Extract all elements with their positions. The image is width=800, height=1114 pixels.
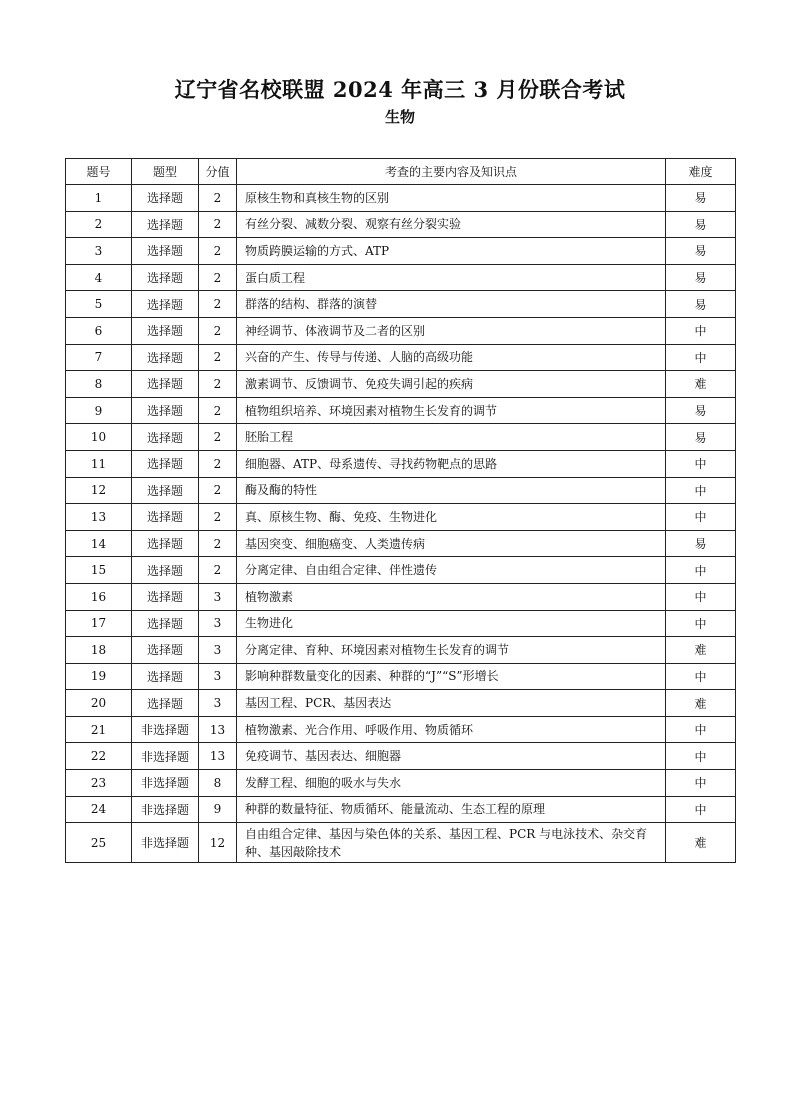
- cell-question-number: 4: [66, 264, 132, 291]
- cell-question-number: 22: [66, 743, 132, 770]
- table-row: [66, 371, 736, 398]
- cell-score: 2: [199, 424, 237, 451]
- cell-difficulty: 中: [666, 610, 736, 637]
- cell-content: 分离定律、自由组合定律、伴性遗传: [237, 557, 666, 584]
- table-row: [66, 397, 736, 424]
- document-title: 辽宁省名校联盟 2024 年高三 3 月份联合考试: [174, 77, 626, 102]
- cell-difficulty: 中: [666, 663, 736, 690]
- cell-question-type: 非选择题: [132, 770, 199, 797]
- cell-score: 2: [199, 450, 237, 477]
- table-row: [66, 211, 736, 238]
- header-question-type: 题型: [132, 159, 199, 185]
- cell-content: 群落的结构、群落的演替: [237, 291, 666, 318]
- cell-question-type: 选择题: [132, 690, 199, 717]
- cell-question-type: 选择题: [132, 663, 199, 690]
- header-content: 考查的主要内容及知识点: [237, 159, 666, 185]
- cell-question-type: 选择题: [132, 583, 199, 610]
- cell-question-number: 17: [66, 610, 132, 637]
- cell-content: 自由组合定律、基因与染色体的关系、基因工程、PCR 与电泳技术、杂交育种、基因敲除技术: [237, 823, 666, 863]
- table-row: [66, 663, 736, 690]
- cell-score: 3: [199, 610, 237, 637]
- cell-score: 2: [199, 317, 237, 344]
- cell-content: 兴奋的产生、传导与传递、人脑的高级功能: [237, 344, 666, 371]
- cell-question-number: 5: [66, 291, 132, 318]
- cell-content: 真、原核生物、酶、免疫、生物进化: [237, 504, 666, 531]
- cell-difficulty: 难: [666, 690, 736, 717]
- table-row: [66, 291, 736, 318]
- cell-score: 2: [199, 530, 237, 557]
- table-row: [66, 743, 736, 770]
- cell-question-number: 16: [66, 583, 132, 610]
- cell-content: 蛋白质工程: [237, 264, 666, 291]
- cell-difficulty: 中: [666, 796, 736, 823]
- table-row: [66, 504, 736, 531]
- table-row: [66, 583, 736, 610]
- cell-question-type: 选择题: [132, 424, 199, 451]
- cell-question-number: 11: [66, 450, 132, 477]
- cell-question-number: 24: [66, 796, 132, 823]
- cell-difficulty: 中: [666, 344, 736, 371]
- subject-heading: 生物: [384, 108, 415, 126]
- cell-difficulty: 易: [666, 185, 736, 212]
- header-score: 分值: [199, 159, 237, 185]
- cell-question-number: 8: [66, 371, 132, 398]
- header-difficulty: 难度: [666, 159, 736, 185]
- cell-question-type: 选择题: [132, 344, 199, 371]
- cell-question-number: 14: [66, 530, 132, 557]
- cell-question-type: 选择题: [132, 238, 199, 265]
- table-row: [66, 823, 736, 863]
- cell-question-type: 非选择题: [132, 796, 199, 823]
- cell-difficulty: 中: [666, 317, 736, 344]
- cell-content: 物质跨膜运输的方式、ATP: [237, 238, 666, 265]
- cell-difficulty: 易: [666, 291, 736, 318]
- cell-question-type: 非选择题: [132, 716, 199, 743]
- table-row: [66, 238, 736, 265]
- table-row: [66, 716, 736, 743]
- cell-question-type: 选择题: [132, 477, 199, 504]
- table-row: [66, 557, 736, 584]
- cell-difficulty: 难: [666, 637, 736, 664]
- cell-question-type: 选择题: [132, 371, 199, 398]
- cell-score: 13: [199, 716, 237, 743]
- cell-content: 基因工程、PCR、基因表达: [237, 690, 666, 717]
- cell-question-number: 10: [66, 424, 132, 451]
- table-row: [66, 424, 736, 451]
- table-row: [66, 185, 736, 212]
- cell-content: 植物组织培养、环境因素对植物生长发育的调节: [237, 397, 666, 424]
- cell-difficulty: 中: [666, 716, 736, 743]
- cell-difficulty: 难: [666, 823, 736, 863]
- cell-question-number: 9: [66, 397, 132, 424]
- cell-difficulty: 易: [666, 397, 736, 424]
- cell-question-number: 20: [66, 690, 132, 717]
- cell-question-number: 7: [66, 344, 132, 371]
- cell-score: 2: [199, 504, 237, 531]
- cell-score: 3: [199, 583, 237, 610]
- table-row: [66, 477, 736, 504]
- table-row: [66, 770, 736, 797]
- cell-score: 3: [199, 637, 237, 664]
- table-row: [66, 796, 736, 823]
- cell-score: 2: [199, 557, 237, 584]
- cell-question-type: 选择题: [132, 185, 199, 212]
- table-header-row: [66, 159, 736, 185]
- cell-score: 9: [199, 796, 237, 823]
- cell-content: 生物进化: [237, 610, 666, 637]
- cell-question-type: 选择题: [132, 557, 199, 584]
- cell-question-number: 23: [66, 770, 132, 797]
- cell-score: 2: [199, 344, 237, 371]
- cell-content: 酶及酶的特性: [237, 477, 666, 504]
- cell-content: 免疫调节、基因表达、细胞器: [237, 743, 666, 770]
- cell-question-number: 13: [66, 504, 132, 531]
- cell-question-number: 12: [66, 477, 132, 504]
- cell-difficulty: 易: [666, 264, 736, 291]
- table-row: [66, 690, 736, 717]
- cell-question-number: 6: [66, 317, 132, 344]
- cell-question-type: 选择题: [132, 504, 199, 531]
- cell-score: 2: [199, 291, 237, 318]
- cell-content: 分离定律、育种、环境因素对植物生长发育的调节: [237, 637, 666, 664]
- table-row: [66, 344, 736, 371]
- table-row: [66, 450, 736, 477]
- cell-difficulty: 中: [666, 557, 736, 584]
- cell-score: 2: [199, 371, 237, 398]
- cell-question-number: 1: [66, 185, 132, 212]
- cell-difficulty: 中: [666, 477, 736, 504]
- cell-content: 植物激素: [237, 583, 666, 610]
- cell-question-number: 21: [66, 716, 132, 743]
- cell-score: 2: [199, 211, 237, 238]
- cell-question-number: 15: [66, 557, 132, 584]
- cell-content: 植物激素、光合作用、呼吸作用、物质循环: [237, 716, 666, 743]
- table-row: [66, 637, 736, 664]
- cell-score: 2: [199, 185, 237, 212]
- cell-content: 有丝分裂、减数分裂、观察有丝分裂实验: [237, 211, 666, 238]
- cell-content: 发酵工程、细胞的吸水与失水: [237, 770, 666, 797]
- cell-difficulty: 易: [666, 424, 736, 451]
- table-row: [66, 610, 736, 637]
- cell-question-type: 选择题: [132, 317, 199, 344]
- cell-difficulty: 中: [666, 770, 736, 797]
- cell-content: 种群的数量特征、物质循环、能量流动、生态工程的原理: [237, 796, 666, 823]
- cell-question-type: 选择题: [132, 211, 199, 238]
- cell-content: 基因突变、细胞癌变、人类遗传病: [237, 530, 666, 557]
- cell-question-type: 选择题: [132, 530, 199, 557]
- table-row: [66, 530, 736, 557]
- cell-difficulty: 中: [666, 450, 736, 477]
- exam-analysis-table: [65, 158, 736, 863]
- cell-question-type: 非选择题: [132, 823, 199, 863]
- cell-question-type: 选择题: [132, 264, 199, 291]
- cell-difficulty: 难: [666, 371, 736, 398]
- cell-score: 8: [199, 770, 237, 797]
- cell-difficulty: 中: [666, 743, 736, 770]
- table-row: [66, 317, 736, 344]
- cell-score: 13: [199, 743, 237, 770]
- cell-score: 3: [199, 663, 237, 690]
- cell-difficulty: 易: [666, 238, 736, 265]
- cell-question-type: 非选择题: [132, 743, 199, 770]
- cell-question-type: 选择题: [132, 637, 199, 664]
- cell-question-number: 19: [66, 663, 132, 690]
- cell-question-type: 选择题: [132, 450, 199, 477]
- cell-difficulty: 易: [666, 211, 736, 238]
- cell-difficulty: 中: [666, 504, 736, 531]
- cell-score: 3: [199, 690, 237, 717]
- cell-score: 12: [199, 823, 237, 863]
- cell-question-number: 2: [66, 211, 132, 238]
- cell-content: 胚胎工程: [237, 424, 666, 451]
- cell-question-type: 选择题: [132, 610, 199, 637]
- cell-content: 神经调节、体液调节及二者的区别: [237, 317, 666, 344]
- cell-question-number: 25: [66, 823, 132, 863]
- cell-score: 2: [199, 238, 237, 265]
- cell-content: 影响种群数量变化的因素、种群的“J”“S”形增长: [237, 663, 666, 690]
- cell-content: 原核生物和真核生物的区别: [237, 185, 666, 212]
- cell-score: 2: [199, 397, 237, 424]
- table-row: [66, 264, 736, 291]
- cell-content: 激素调节、反馈调节、免疫失调引起的疾病: [237, 371, 666, 398]
- cell-difficulty: 中: [666, 583, 736, 610]
- cell-content: 细胞器、ATP、母系遗传、寻找药物靶点的思路: [237, 450, 666, 477]
- cell-question-number: 18: [66, 637, 132, 664]
- cell-question-number: 3: [66, 238, 132, 265]
- cell-score: 2: [199, 477, 237, 504]
- cell-question-type: 选择题: [132, 397, 199, 424]
- cell-question-type: 选择题: [132, 291, 199, 318]
- cell-difficulty: 易: [666, 530, 736, 557]
- table-body: [66, 185, 736, 863]
- cell-score: 2: [199, 264, 237, 291]
- header-question-number: 题号: [66, 159, 132, 185]
